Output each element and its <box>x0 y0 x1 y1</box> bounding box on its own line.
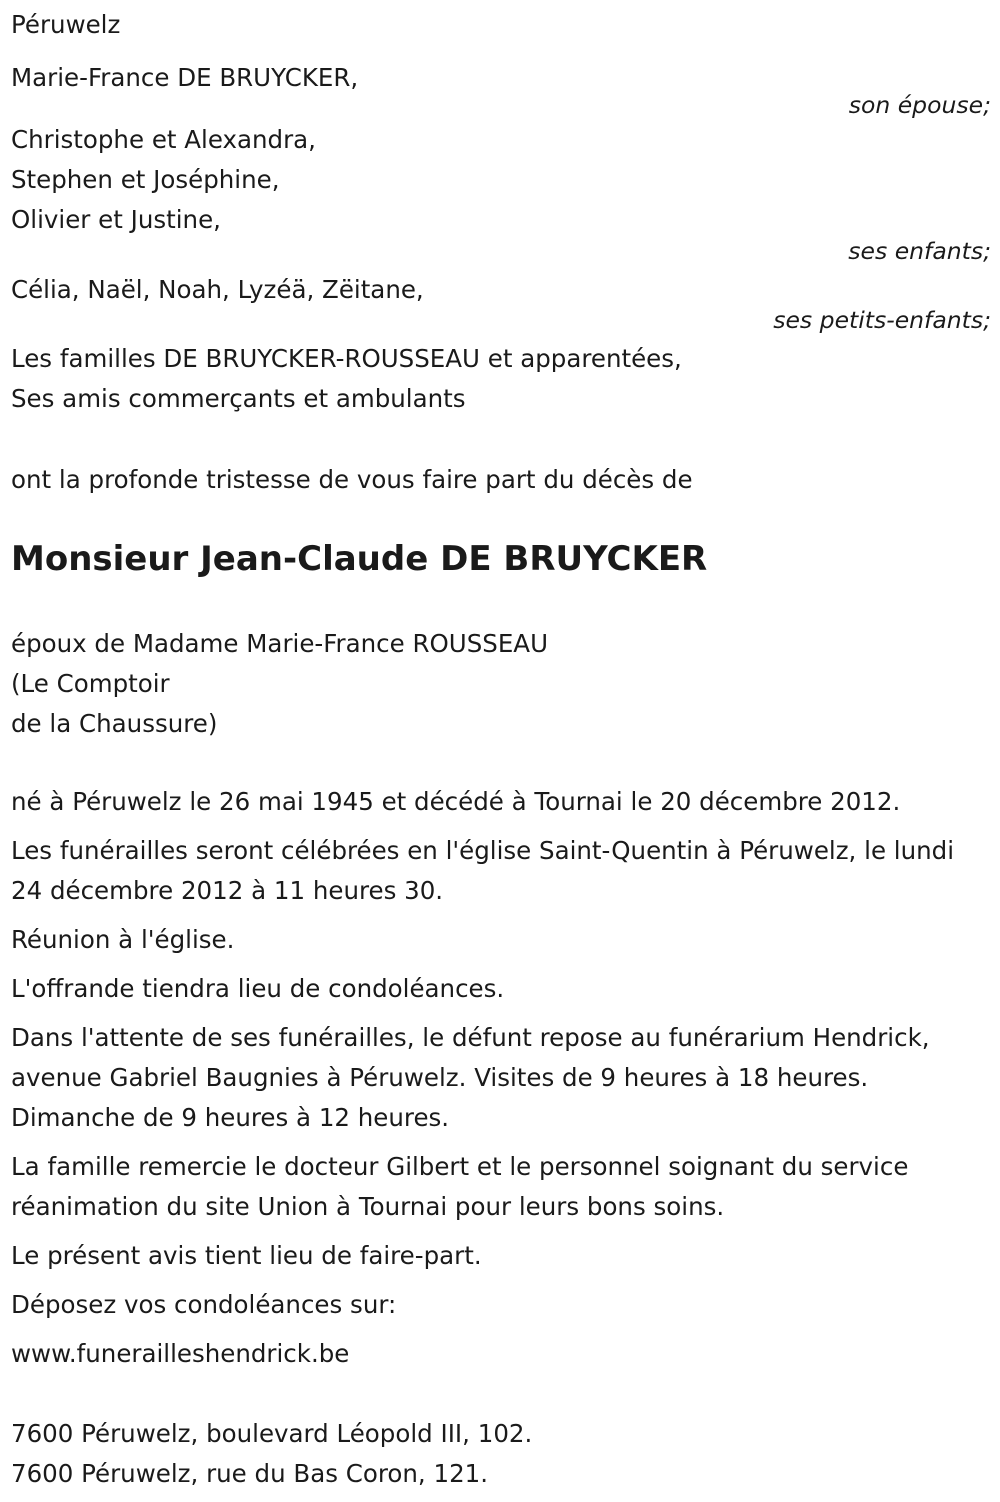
condolences-prompt: Déposez vos condoléances sur: <box>11 1290 397 1319</box>
birth-death-paragraph: né à Péruwelz le 26 mai 1945 et décédé à Tournai le 20 décembre 2012. <box>11 787 901 816</box>
offering-paragraph: L'offrande tiendra lieu de condoléances. <box>11 974 505 1003</box>
children-line: Olivier et Justine, <box>11 205 221 234</box>
addresses <box>11 1414 991 1494</box>
notice-body <box>11 782 991 1374</box>
location-heading: Péruwelz <box>11 10 121 39</box>
relatives-line: Ses amis commerçants et ambulants <box>11 384 466 413</box>
condolences-website: www.funerailleshendrick.be <box>11 1339 350 1368</box>
address-line: 7600 Péruwelz, boulevard Léopold III, 102. <box>11 1419 533 1448</box>
address-line: 7600 Péruwelz, rue du Bas Coron, 121. <box>11 1459 489 1488</box>
children-relation: ses enfants; <box>848 237 991 265</box>
relatives-line: Les familles DE BRUYCKER-ROUSSEAU et apparentées, <box>11 344 682 373</box>
visits-paragraph: Dans l'attente de ses funérailles, le défunt repose au funérarium Hendrick, avenue Gabriel Baugnies à Péruwelz. Visites de 9 heures à 18 heures. Dimanche de 9 heures à 12 heures. <box>11 1023 930 1132</box>
deceased-details <box>11 624 991 744</box>
business-detail-line: (Le Comptoir <box>11 669 170 698</box>
spouse-relation: son épouse; <box>848 91 991 119</box>
other-relatives <box>11 339 991 419</box>
children-list <box>11 120 991 240</box>
notice-paragraph: Le présent avis tient lieu de faire-part. <box>11 1241 482 1270</box>
children-line: Christophe et Alexandra, <box>11 125 316 154</box>
announcement-text: ont la profonde tristesse de vous faire part du décès de <box>11 465 693 494</box>
deceased-name: Monsieur Jean-Claude DE BRUYCKER <box>11 539 708 579</box>
funeral-paragraph: Les funérailles seront célébrées en l'église Saint-Quentin à Péruwelz, le lundi 24 décembre 2012 à 11 heures 30. <box>11 836 955 905</box>
spouse-name: Marie-France DE BRUYCKER, <box>11 63 359 92</box>
business-detail-line: de la Chaussure) <box>11 709 218 738</box>
grandchildren-relation: ses petits-enfants; <box>773 306 991 334</box>
children-line: Stephen et Joséphine, <box>11 165 280 194</box>
spouse-detail-line: époux de Madame Marie-France ROUSSEAU <box>11 629 549 658</box>
grandchildren-names: Célia, Naël, Noah, Lyzéä, Zëitane, <box>11 275 424 304</box>
obituary-notice <box>11 0 991 1494</box>
meeting-paragraph: Réunion à l'église. <box>11 925 235 954</box>
thanks-paragraph: La famille remercie le docteur Gilbert et le personnel soignant du service réanimation du site Union à Tournai pour leurs bons soins. <box>11 1152 909 1221</box>
